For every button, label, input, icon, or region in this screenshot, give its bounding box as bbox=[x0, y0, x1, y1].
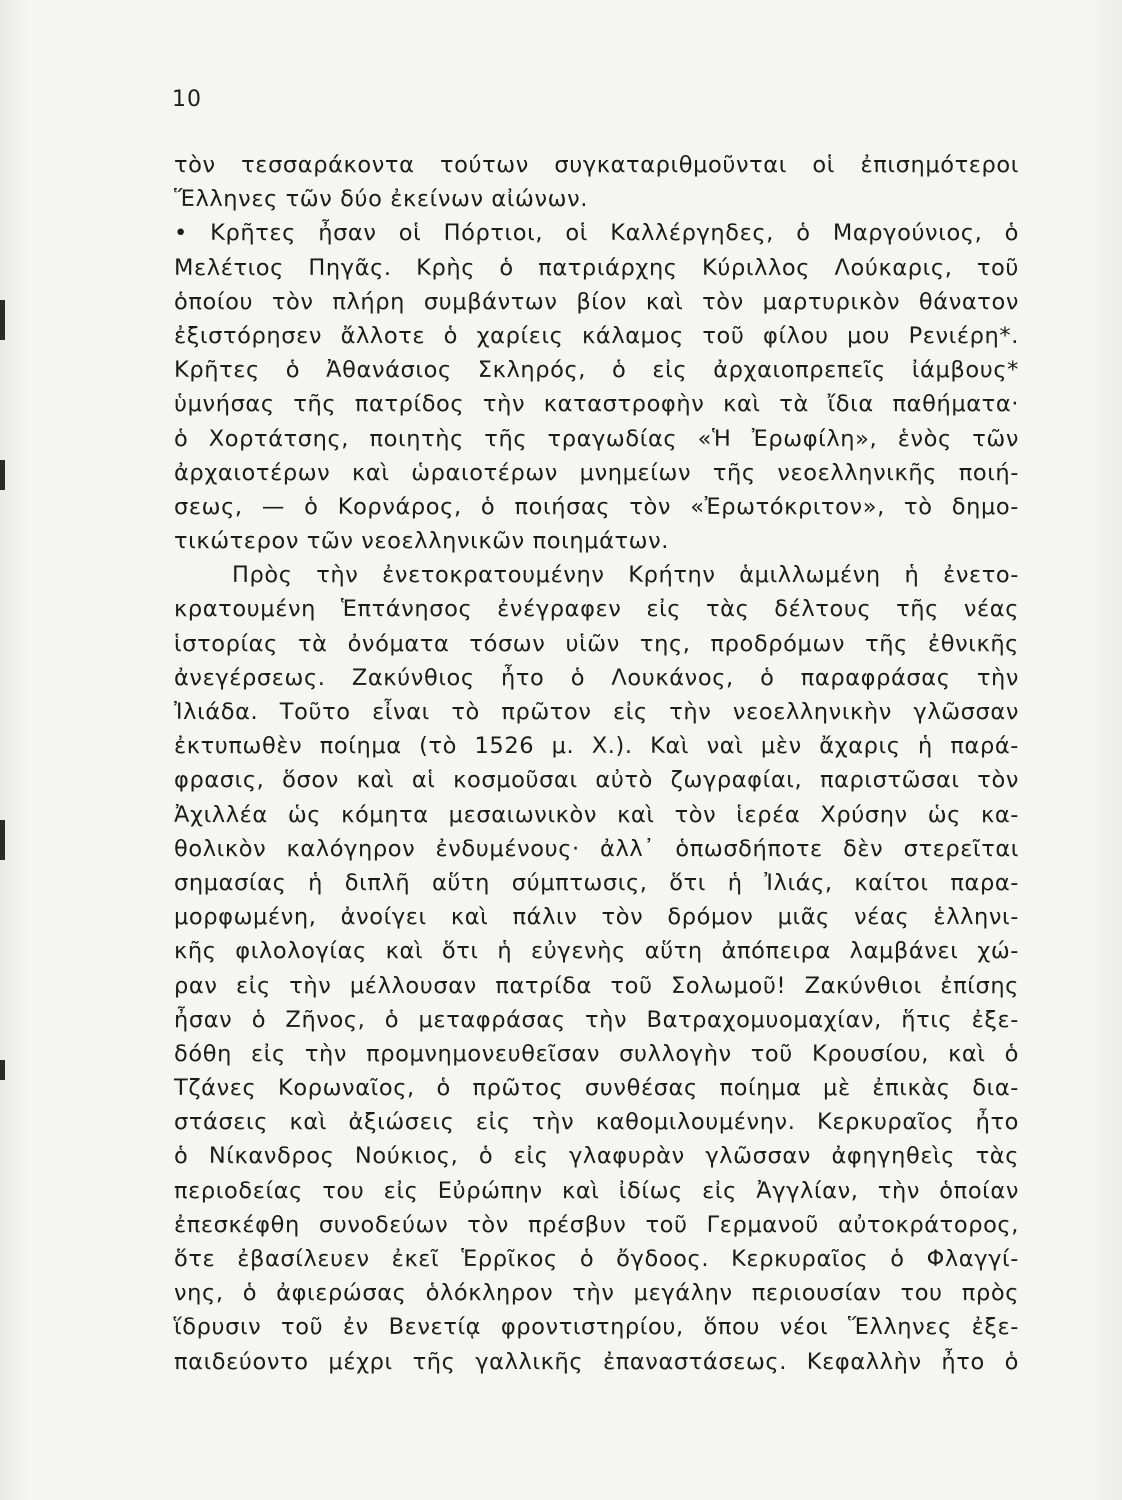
text-line: Πρὸς τὴν ἐνετοκρατουμένην Κρήτην ἁμιλλωμένη ἡ ἐνετο- bbox=[232, 562, 1019, 589]
text-line: σεως, — ὁ Κορνάρος, ὁ ποιήσας τὸν «Ἐρωτόκριτον», τὸ δημο- bbox=[174, 493, 1019, 520]
text-line: φρασις, ὅσον καὶ αἱ κοσμοῦσαι αὐτὸ ζωγραφίαι, παριστῶσαι τὸν bbox=[174, 767, 1019, 794]
body-text bbox=[174, 148, 1019, 1379]
text-line: ραν εἰς τὴν μέλλουσαν πατρίδα τοῦ Σολωμοῦ! Ζακύνθιοι ἐπίσης bbox=[174, 972, 1019, 999]
text-line: Ἰλιάδα. Τοῦτο εἶναι τὸ πρῶτον εἰς τὴν νεοελληνικὴν γλῶσσαν bbox=[174, 699, 1019, 725]
text-line: • Κρῆτες ἦσαν οἱ Πόρτιοι, οἱ Καλλέργηδες, ὁ Μαργούνιος, ὁ bbox=[174, 220, 1019, 247]
text-line: τὸν τεσσαράκοντα τούτων συγκαταριθμοῦνται οἱ ἐπισημότεροι bbox=[174, 152, 1019, 178]
scan-edge-mark bbox=[0, 300, 5, 340]
scan-edge-mark bbox=[0, 820, 5, 860]
text-line: ἦσαν ὁ Ζῆνος, ὁ μεταφράσας τὴν Βατραχομυομαχίαν, ἥτις ἐξε- bbox=[174, 1006, 1019, 1033]
text-line: ἵδρυσιν τοῦ ἐν Βενετίᾳ φροντιστηρίου, ὅπου νέοι Ἕλληνες ἐξε- bbox=[174, 1314, 1019, 1341]
text-line: περιοδείας του εἰς Εὐρώπην καὶ ἰδίως εἰς Ἀγγλίαν, τὴν ὁποίαν bbox=[174, 1177, 1019, 1204]
text-line: ὅτε ἐβασίλευεν ἐκεῖ Ἑρρῖκος ὁ ὄγδοος. Κερκυραῖος ὁ Φλαγγί- bbox=[174, 1246, 1019, 1272]
text-line: ἐκτυπωθὲν ποίημα (τὸ 1526 μ. Χ.). Καὶ ναὶ μὲν ἄχαρις ἡ παρά- bbox=[174, 733, 1019, 760]
text-line: Κρῆτες ὁ Ἀθανάσιος Σκληρός, ὁ εἰς ἀρχαιοπρεπεῖς ἰάμβους* bbox=[174, 357, 1019, 384]
text-line: ὁ Χορτάτσης, ποιητὴς τῆς τραγωδίας «Ἡ Ἐρωφίλη», ἑνὸς τῶν bbox=[174, 425, 1019, 452]
text-line: Ἀχιλλέα ὡς κόμητα μεσαιωνικὸν καὶ τὸν ἱερέα Χρύσην ὡς κα- bbox=[174, 801, 1019, 828]
text-line: Ἕλληνες τῶν δύο ἐκείνων αἰώνων. bbox=[174, 186, 589, 213]
text-line: ἐπεσκέφθη συνοδεύων τὸν πρέσβυν τοῦ Γερμανοῦ αὐτοκράτορος, bbox=[174, 1211, 1019, 1238]
text-line: ἱστορίας τὰ ὀνόματα τόσων υἱῶν της, προδρόμων τῆς ἐθνικῆς bbox=[174, 630, 1019, 657]
scan-edge-mark bbox=[0, 460, 5, 490]
text-line: τικώτερον τῶν νεοελληνικῶν ποιημάτων. bbox=[174, 528, 670, 555]
text-line: κῆς φιλολογίας καὶ ὅτι ἡ εὐγενὴς αὕτη ἀπόπειρα λαμβάνει χώ- bbox=[174, 938, 1019, 965]
text-line: παιδεύοντο μέχρι τῆς γαλλικῆς ἐπαναστάσεως. Κεφαλλὴν ἦτο ὁ bbox=[174, 1348, 1019, 1375]
text-line: δόθη εἰς τὴν προμνημονευθεῖσαν συλλογὴν τοῦ Κρουσίου, καὶ ὁ bbox=[174, 1040, 1019, 1067]
text-line: ἐξιστόρησεν ἄλλοτε ὁ χαρίεις κάλαμος τοῦ φίλου μου Ρενιέρη*. bbox=[174, 322, 1019, 349]
text-line: ἀρχαιοτέρων καὶ ὡραιοτέρων μνημείων τῆς νεοελληνικῆς ποιή- bbox=[174, 459, 1019, 486]
text-line: σημασίας ἡ διπλῆ αὕτη σύμπτωσις, ὅτι ἡ Ἰλιάς, καίτοι παρα- bbox=[174, 869, 1019, 896]
scan-edge-mark bbox=[0, 1060, 5, 1080]
text-line: ὁ Νίκανδρος Νούκιος, ὁ εἰς γλαφυρὰν γλῶσσαν ἀφηγηθεὶς τὰς bbox=[174, 1143, 1019, 1170]
text-line: ὑμνήσας τῆς πατρίδος τὴν καταστροφὴν καὶ τὰ ἴδια παθήματα· bbox=[174, 391, 1019, 418]
page-number: 10 bbox=[172, 87, 202, 112]
text-line: στάσεις καὶ ἀξιώσεις εἰς τὴν καθομιλουμένην. Κερκυραῖος ἦτο bbox=[174, 1109, 1019, 1136]
text-line: ὁποίου τὸν πλήρη συμβάντων βίον καὶ τὸν μαρτυρικὸν θάνατον bbox=[174, 288, 1019, 315]
text-line: Μελέτιος Πηγᾶς. Κρὴς ὁ πατριάρχης Κύριλλος Λούκαρις, τοῦ bbox=[174, 254, 1019, 281]
text-line: κρατουμένη Ἑπτάνησος ἐνέγραφεν εἰς τὰς δέλτους τῆς νέας bbox=[174, 596, 1019, 623]
text-line: μορφωμένη, ἀνοίγει καὶ πάλιν τὸν δρόμον μιᾶς νέας ἑλληνι- bbox=[174, 904, 1019, 931]
text-line: ἀνεγέρσεως. Ζακύνθιος ἦτο ὁ Λουκάνος, ὁ παραφράσας τὴν bbox=[174, 664, 1019, 691]
text-line: θολικὸν καλόγηρον ἐνδυμένους· ἀλλ᾿ ὁπωσδήποτε δὲν στερεῖται bbox=[174, 835, 1019, 862]
text-line: νης, ὁ ἀφιερώσας ὁλόκληρον τὴν μεγάλην περιουσίαν του πρὸς bbox=[174, 1280, 1019, 1307]
text-line: Τζάνες Κορωναῖος, ὁ πρῶτος συνθέσας ποίημα μὲ ἐπικὰς δια- bbox=[174, 1075, 1019, 1102]
